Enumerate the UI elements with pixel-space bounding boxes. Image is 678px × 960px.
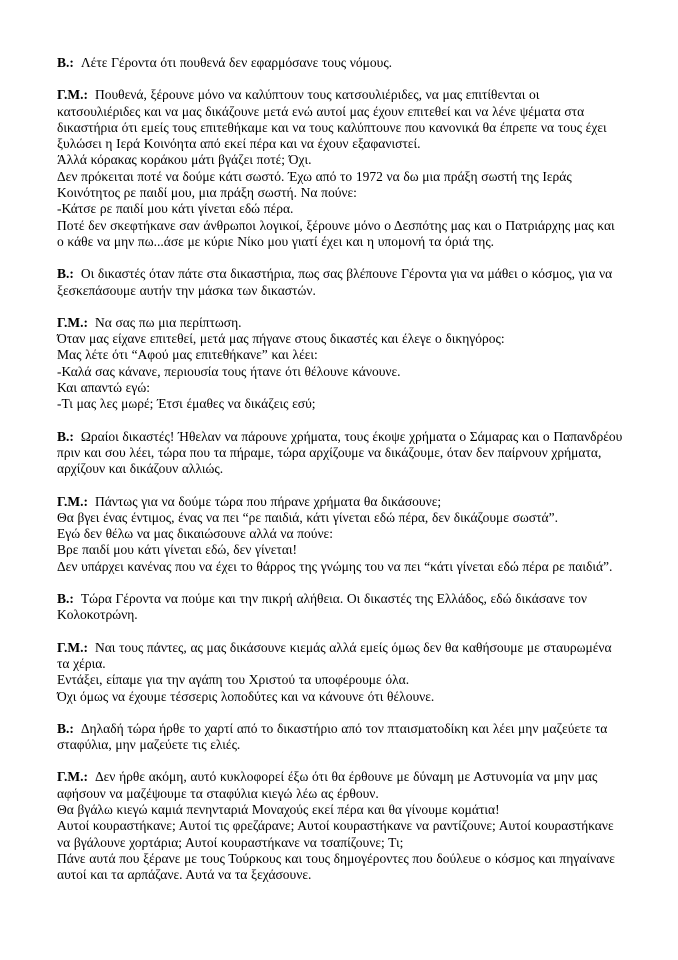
dialogue-line: Βρε παιδί μου κάτι γίνεται εδώ, δεν γίνεται! — [57, 542, 298, 558]
dialogue-turn — [57, 266, 623, 299]
dialogue-line: Δεν υπάρχει κανένας που να έχει το θάρρος της γνώμης του να πει “κάτι γίνεται εδώ πέρα ρε παιδιά”. — [57, 558, 613, 574]
dialogue-turn — [57, 429, 623, 478]
speaker-label: Γ.Μ.: — [57, 493, 88, 509]
dialogue-line: Όταν μας είχανε επιτεθεί, μετά μας πήγανε στους δικαστές και έλεγε ο δικηγόρος: — [57, 331, 505, 347]
dialogue-line: Ποτέ δεν σκεφτήκανε σαν άνθρωποι λογικοί, ξέρουνε μόνο ο Δεσπότης μας και ο Πατριάρχης μας και ο κάθε να μην πω...άσε με κύριε Νίκο μου γιατί έχει και η υπομονή τα όριά της. — [57, 217, 615, 249]
dialogue-line: Τώρα Γέροντα να πούμε και την πικρή αλήθεια. Οι δικαστές της Ελλάδος, εδώ δικάσανε τον Κολοκοτρώνη. — [57, 591, 587, 623]
speaker-label: Β.: — [57, 428, 74, 444]
dialogue-turn — [57, 494, 623, 575]
dialogue-turn — [57, 55, 623, 71]
dialogue-line: Θα βγάλω κιεγώ καμιά πενηνταριά Μοναχούς εκεί πέρα και θα γίνουμε κομάτια! — [57, 801, 500, 817]
dialogue-line: Ναι τους πάντες, ας μας δικάσουνε κιεμάς αλλά εμείς όμως δεν θα καθήσουμε με σταυρωμένα τα χέρια. — [57, 639, 612, 671]
speaker-label: Β.: — [57, 55, 74, 70]
document-body — [57, 55, 623, 883]
dialogue-turn — [57, 640, 623, 705]
dialogue-line: Μας λέτε ότι “Αφού μας επιτεθήκανε” και λέει: — [57, 347, 318, 363]
dialogue-turn — [57, 721, 623, 754]
dialogue-line: -Καλά σας κάνανε, περιουσία τους ήτανε ότι θέλουνε κάνουνε. — [57, 363, 401, 379]
dialogue-line: Πάνε αυτά που ξέρανε με τους Τούρκους και τους δημογέροντες που δούλευε ο κόσμος και πηγαίνανε αυτοί και τα αρπάζανε. Αυτά να τα ξεχάσουνε. — [57, 850, 615, 883]
speaker-label: Γ.Μ.: — [57, 87, 88, 103]
dialogue-line: Και απαντώ εγώ: — [57, 380, 150, 396]
dialogue-line: Όχι όμως να έχουμε τέσσερις λοποδύτες και να κάνουνε ότι θέλουνε. — [57, 688, 435, 704]
dialogue-line: Πάντως για να δούμε τώρα που πήρανε χρήματα θα δικάσουνε; — [94, 493, 442, 509]
dialogue-line: Λέτε Γέροντα ότι πουθενά δεν εφαρμόσανε τους νόμους. — [80, 55, 393, 70]
dialogue-line: Δεν ήρθε ακόμη, αυτό κυκλοφορεί έξω ότι θα έρθουνε με δύναμη με Αστυνομία να μην μας αφήσουν να μαζέψουμε τα σταφύλια κιεγώ λέω ας έρθουν. — [57, 769, 598, 801]
dialogue-turn — [57, 769, 623, 883]
dialogue-line: Οι δικαστές όταν πάτε στα δικαστήρια, πως σας βλέπουνε Γέροντα για να μάθει ο κόσμος, για να ξεσκεπάσουμε αυτήν την μάσκα των δικαστών. — [57, 266, 613, 298]
dialogue-line: Να σας πω μια περίπτωση. — [94, 314, 242, 330]
dialogue-line: Δηλαδή τώρα ήρθε το χαρτί από το δικαστήριο από τον πταισματοδίκη και λέει μην μαζεύετε τα σταφύλια, μην μαζεύετε τις ελιές. — [57, 720, 608, 753]
dialogue-line: Άλλά κόρακας κοράκου μάτι βγάζει ποτέ; Όχι. — [57, 152, 312, 168]
dialogue-line: Πουθενά, ξέρουνε μόνο να καλύπτουν τους κατσουλιέριδες, να μας επιτίθενται οι κατσουλιέριδες και να μας δικάζουνε μετά ενώ αυτοί μας έχουν επιτεθεί και να λένε ψέματα στα δικαστήρια ότι εμείς τους επιτεθήκαμε και να τους καλύπτουνε που κανονικά θα έπρεπε να τους έχει ξυλώσει η Ιερά Κοινόητα από εκεί πέρα και να έχουν εξαφανιστεί. — [57, 87, 607, 152]
dialogue-line: Θα βγει ένας έντιμος, ένας να πει “ρε παιδιά, κάτι γίνεται εδώ πέρα, δεν δικάζουμε σωστά”. — [57, 509, 558, 525]
speaker-label: Β.: — [57, 266, 74, 282]
speaker-label: Γ.Μ.: — [57, 314, 88, 330]
dialogue-line: Εντάξει, είπαμε για την αγάπη του Χριστού τα υποφέρουμε όλα. — [57, 672, 410, 688]
dialogue-line: -Τι μας λες μωρέ; Έτσι έμαθες να δικάζεις εσύ; — [57, 396, 316, 412]
speaker-label: Γ.Μ.: — [57, 769, 88, 785]
dialogue-turn — [57, 591, 623, 624]
dialogue-turn — [57, 315, 623, 413]
speaker-label: Γ.Μ.: — [57, 639, 88, 655]
dialogue-turn — [57, 87, 623, 250]
dialogue-line: Εγώ δεν θέλω να μας δικαιώσουνε αλλά να πούνε: — [57, 526, 333, 542]
dialogue-line: Ωραίοι δικαστές! Ήθελαν να πάρουνε χρήματα, τους έκοψε χρήματα ο Σάμαρας και ο Παπανδρέου πριν και σου λέει, τώρα που τα πήραμε, τώρα αρχίζουμε να δικάζουμε, όταν δεν παίρνουν χρήματα, αρχίζουν και δικάζουν αλλιώς. — [57, 428, 623, 477]
dialogue-line: Αυτοί κουραστήκανε; Αυτοί τις φρεζάρανε; Αυτοί κουραστήκανε να ραντίζουνε; Αυτοί κουραστήκανε να βγάλουνε χορτάρια; Αυτοί κουραστήκανε να τσαπίζουνε; Τι; — [57, 818, 614, 850]
dialogue-line: Δεν πρόκειται ποτέ να δούμε κάτι σωστό. Έχω από το 1972 να δω μια πράξη σωστή της Ιεράς Κοινότητος ρε παιδί μου, μια πράξη σωστή. Να πούνε: — [57, 168, 572, 201]
dialogue-line: -Κάτσε ρε παιδί μου κάτι γίνεται εδώ πέρα. — [57, 201, 294, 217]
speaker-label: Β.: — [57, 720, 74, 736]
speaker-label: Β.: — [57, 591, 74, 607]
